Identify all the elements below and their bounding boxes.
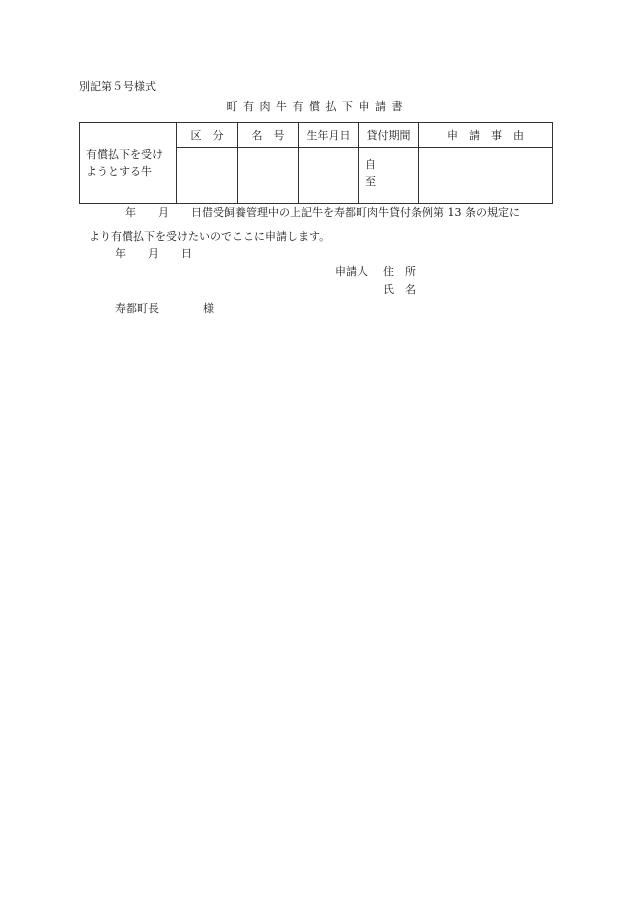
applicant-label: 申請人 [335, 265, 368, 278]
body-text-line2: より有償払下を受けたいのでここに申請します。 [89, 230, 331, 243]
birthdate-cell[interactable] [299, 148, 359, 204]
addressee: 寿都町長 様 [115, 302, 214, 315]
name-label: 氏 名 [383, 283, 416, 296]
address-label: 住 所 [383, 265, 416, 278]
form-number: 別記第５号様式 [79, 80, 156, 93]
loan-period-cell[interactable] [359, 148, 419, 204]
application-date: 年 月 日 [115, 247, 192, 260]
name-cell[interactable] [238, 148, 299, 204]
cattle-table [79, 122, 553, 204]
row-label-line1: 有償払下を受け [86, 148, 163, 161]
reason-cell[interactable] [419, 148, 553, 204]
period-to-label: 至 [365, 175, 376, 188]
header-reason: 申 請 事 由 [419, 123, 553, 148]
table-header-row [80, 123, 553, 148]
row-label-line2: ようとする牛 [86, 165, 152, 178]
header-category: 区 分 [177, 123, 238, 148]
header-loan-period: 貸付期間 [359, 123, 419, 148]
document-title: 町 有 肉 牛 有 償 払 下 申 請 書 [226, 100, 404, 113]
body-text-line1: 年 月 日借受飼養管理中の上記牛を寿都町肉牛貸付条例第 13 条の規定に [125, 206, 520, 219]
header-name: 名 号 [238, 123, 299, 148]
header-birthdate: 生年月日 [299, 123, 359, 148]
row-label-cell [80, 123, 177, 204]
category-cell[interactable] [177, 148, 238, 204]
period-from-label: 自 [365, 158, 376, 171]
